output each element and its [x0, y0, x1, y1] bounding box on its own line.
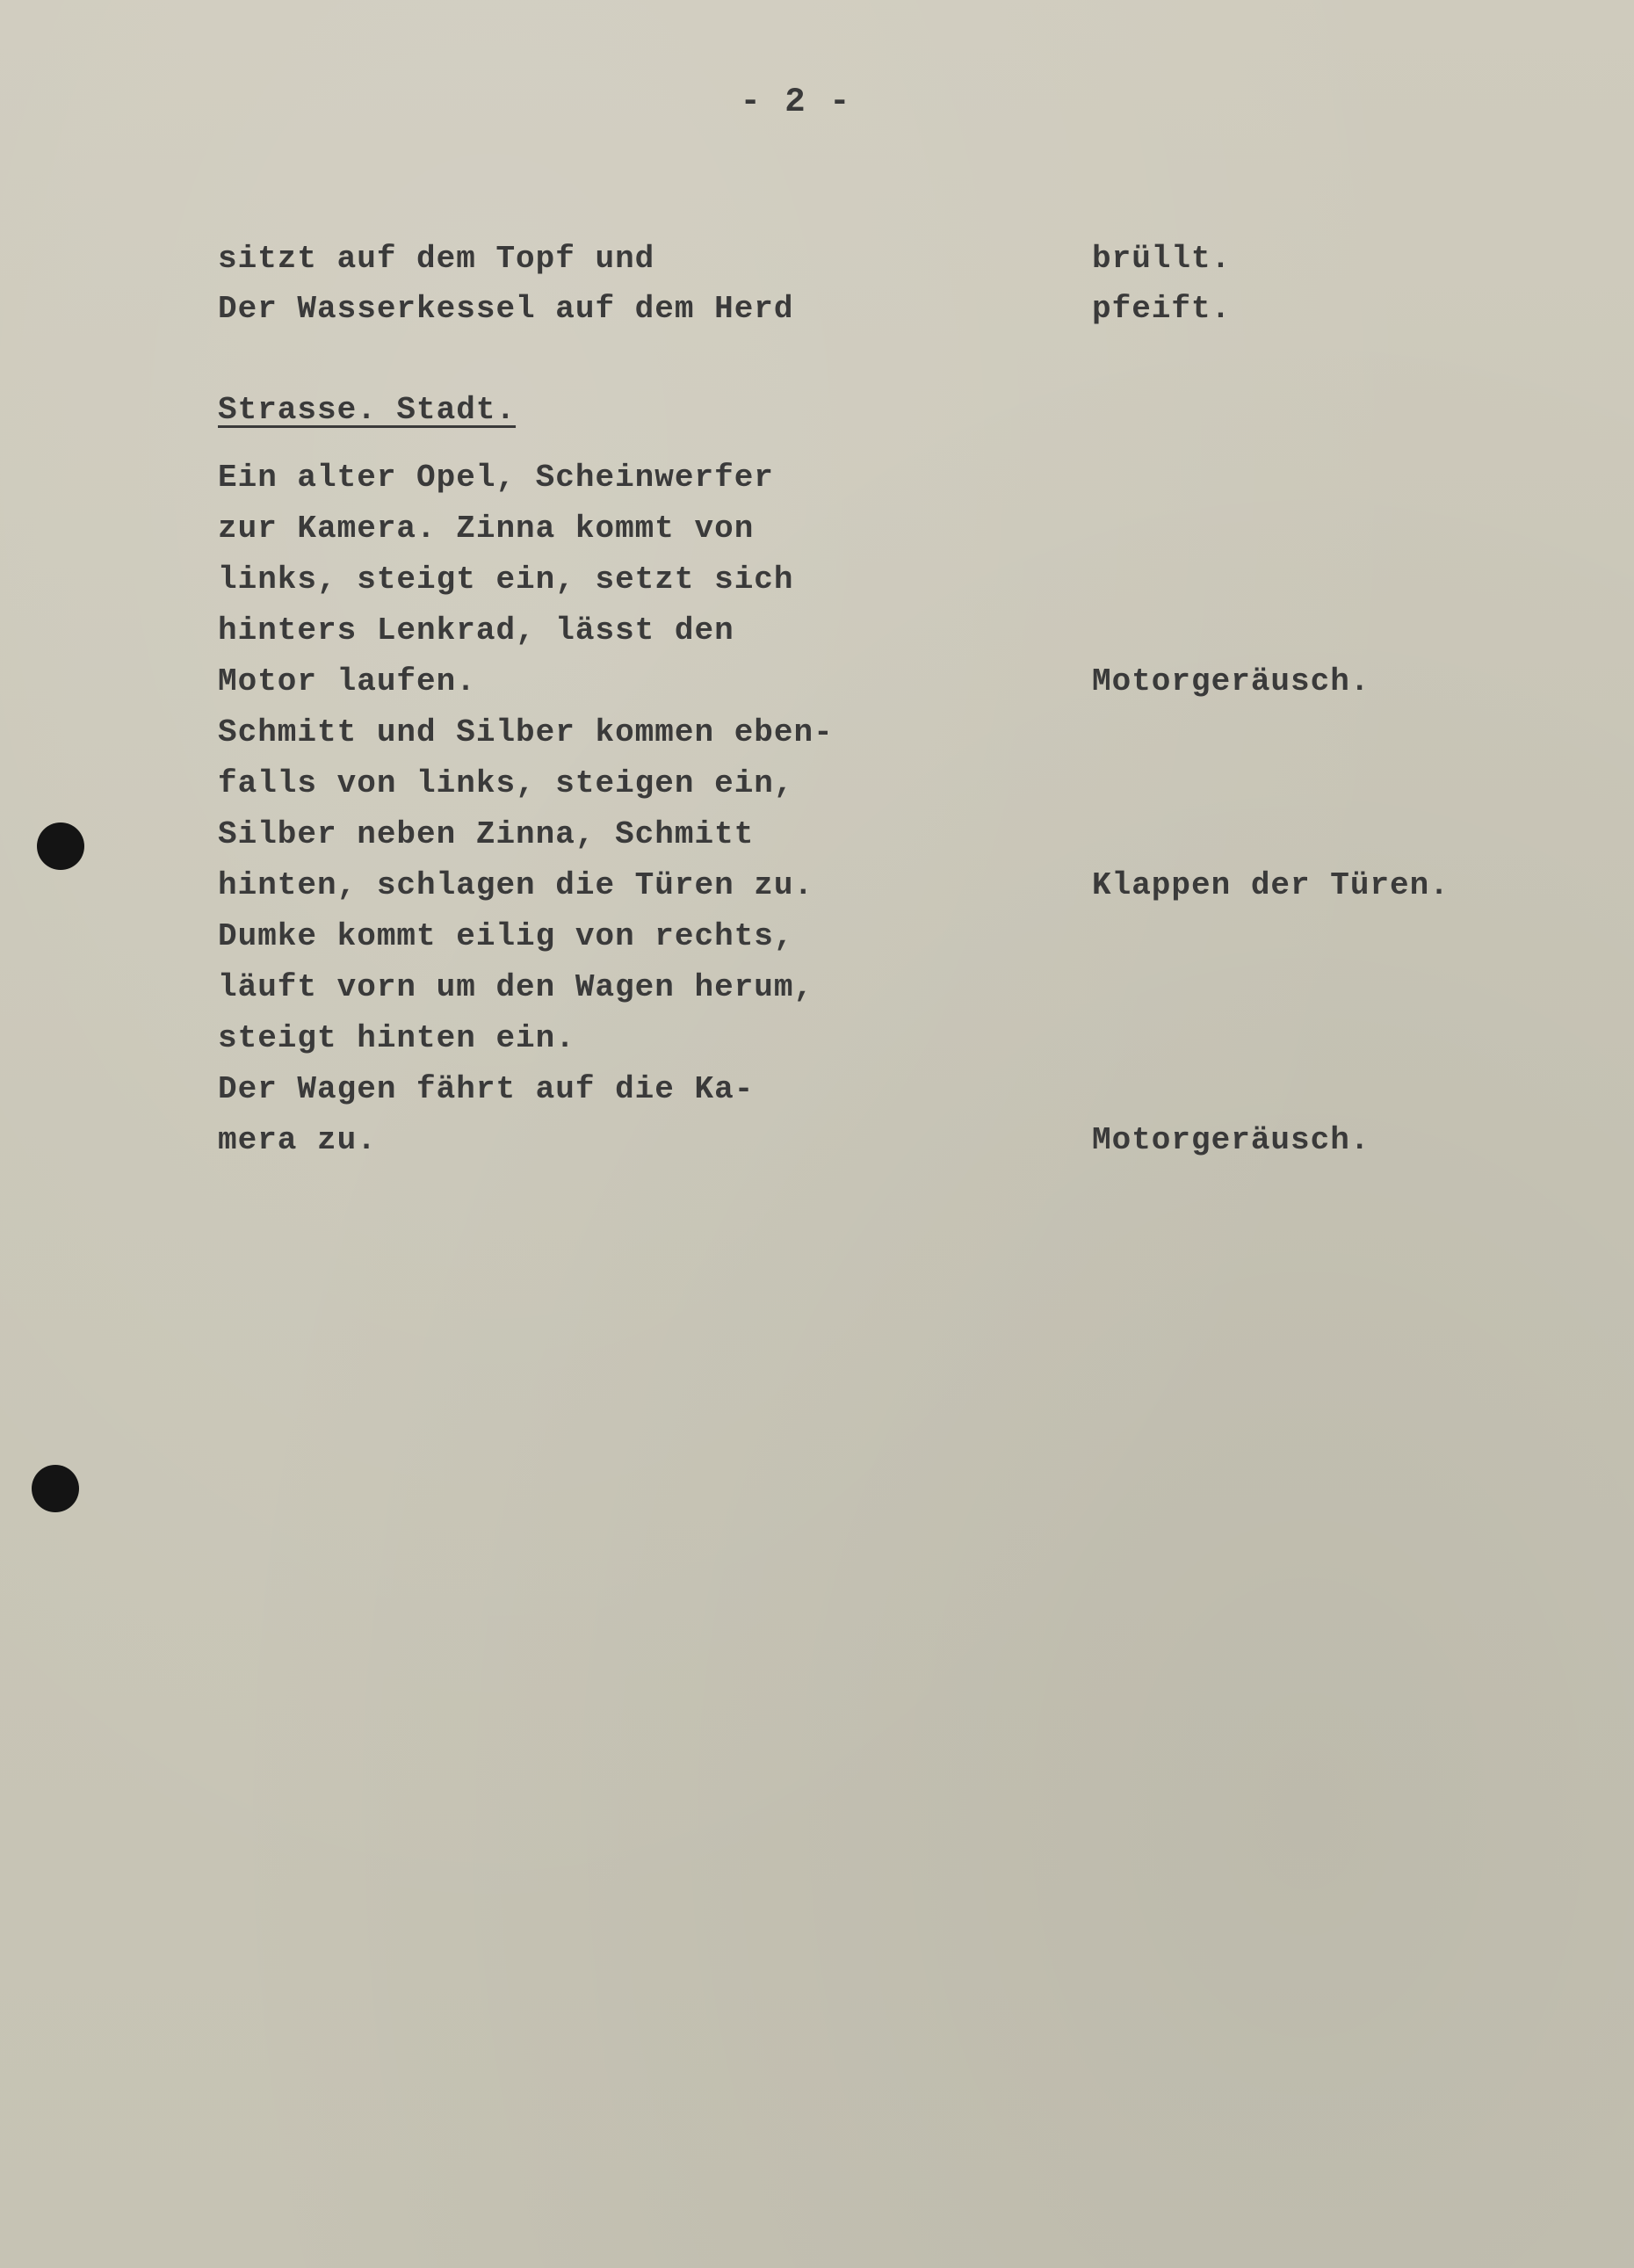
scene-line: Silber neben Zinna, Schmitt: [218, 816, 755, 852]
scene-line: hinters Lenkrad, lässt den: [218, 612, 734, 649]
sound-cue: Klappen der Türen.: [1092, 867, 1450, 903]
scene-line: links, steigt ein, setzt sich: [218, 562, 794, 598]
scene-line: Ein alter Opel, Scheinwerfer: [218, 460, 774, 496]
scene-heading: Strasse. Stadt.: [218, 392, 517, 428]
scene-line: hinten, schlagen die Türen zu.: [218, 867, 814, 903]
punch-hole-upper: [37, 822, 84, 870]
page-number: - 2 -: [740, 83, 852, 121]
action-line: Der Wasserkessel auf dem Herd: [218, 291, 794, 327]
scene-line: falls von links, steigen ein,: [218, 765, 794, 801]
sound-cue: Motorgeräusch.: [1092, 1122, 1370, 1158]
scene-line: Der Wagen fährt auf die Ka-: [218, 1071, 755, 1107]
scene-line: Motor laufen.: [218, 663, 476, 699]
sound-cue: pfeift.: [1092, 291, 1232, 327]
sound-cue: brüllt.: [1092, 241, 1232, 277]
scene-line: Schmitt und Silber kommen eben-: [218, 714, 834, 750]
scene-line: zur Kamera. Zinna kommt von: [218, 511, 755, 547]
scene-line: steigt hinten ein.: [218, 1020, 575, 1056]
scene-line: mera zu.: [218, 1122, 377, 1158]
sound-cue: Motorgeräusch.: [1092, 663, 1370, 699]
punch-hole-lower: [32, 1465, 79, 1512]
scene-line: läuft vorn um den Wagen herum,: [218, 969, 814, 1005]
action-line: sitzt auf dem Topf und: [218, 241, 655, 277]
scene-line: Dumke kommt eilig von rechts,: [218, 918, 794, 954]
